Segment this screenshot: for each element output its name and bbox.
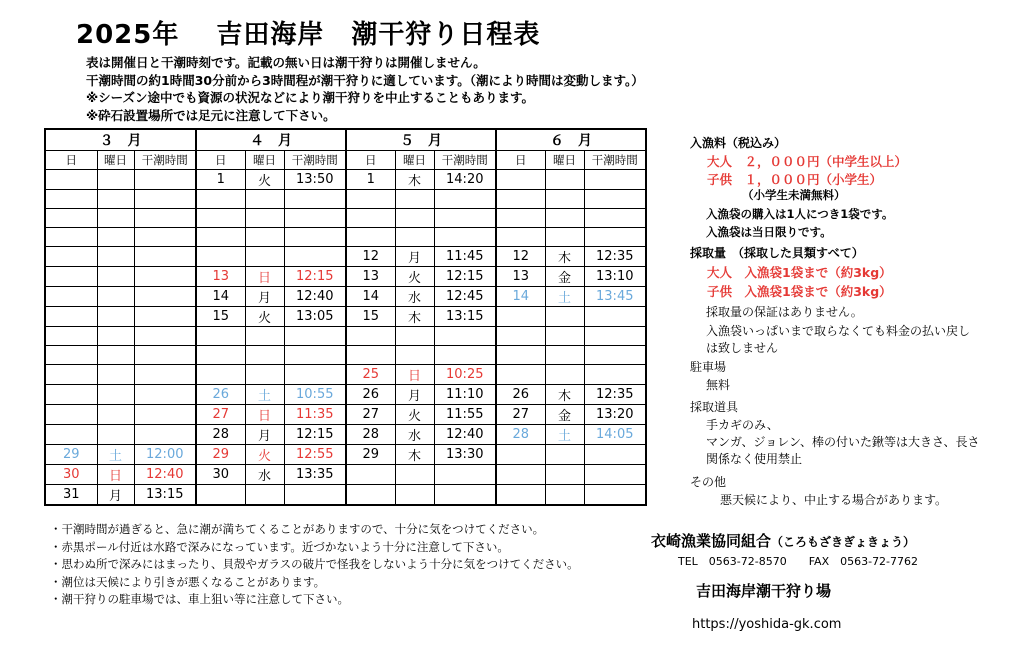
low-tide-cell: 13:45 xyxy=(584,287,646,307)
tools-title: 採取道具 xyxy=(690,400,739,414)
weekday-cell xyxy=(245,190,284,209)
table-row xyxy=(45,365,646,385)
low-tide-cell xyxy=(284,346,346,365)
schedule-body xyxy=(45,170,646,506)
weekday-cell: 月 xyxy=(395,247,434,267)
catch-note: 採取量の保証はありません。 xyxy=(706,305,863,319)
day-cell: 15 xyxy=(196,307,245,327)
low-tide-cell xyxy=(284,327,346,346)
organization xyxy=(651,530,915,551)
column-header: 曜日 xyxy=(395,151,434,170)
other-title: その他 xyxy=(690,475,727,489)
weekday-cell: 木 xyxy=(395,445,434,465)
low-tide-cell xyxy=(584,307,646,327)
weekday-cell: 日 xyxy=(245,405,284,425)
day-cell xyxy=(196,247,245,267)
weekday-cell: 火 xyxy=(245,307,284,327)
low-tide-cell: 12:00 xyxy=(134,445,196,465)
table-row xyxy=(45,170,646,190)
website-link[interactable]: https://yoshida-gk.com xyxy=(692,617,842,632)
table-row xyxy=(45,287,646,307)
low-tide-cell xyxy=(134,267,196,287)
low-tide-cell xyxy=(134,346,196,365)
table-row xyxy=(45,190,646,209)
day-cell xyxy=(496,170,545,190)
weekday-cell: 月 xyxy=(97,485,134,506)
day-cell xyxy=(496,327,545,346)
day-cell xyxy=(346,465,395,485)
caution-line: ・潮位は天候により引きが悪くなることがあります。 xyxy=(50,574,326,589)
low-tide-cell xyxy=(134,365,196,385)
tools-line: 手カギのみ、 xyxy=(706,418,779,432)
day-cell: 27 xyxy=(346,405,395,425)
catch-note: 入漁袋いっぱいまで取らなくても料金の払い戻し xyxy=(706,324,971,338)
weekday-cell xyxy=(245,346,284,365)
day-cell xyxy=(45,365,97,385)
column-header: 日 xyxy=(196,151,245,170)
weekday-cell xyxy=(97,209,134,228)
day-cell: 29 xyxy=(196,445,245,465)
day-cell: 1 xyxy=(196,170,245,190)
day-cell xyxy=(45,170,97,190)
low-tide-cell: 11:35 xyxy=(284,405,346,425)
day-cell: 28 xyxy=(196,425,245,445)
low-tide-cell: 13:50 xyxy=(284,170,346,190)
page-title: 2025年 吉田海岸 潮干狩り日程表 xyxy=(76,20,541,50)
day-cell xyxy=(196,346,245,365)
weekday-cell xyxy=(97,385,134,405)
weekday-cell: 火 xyxy=(245,170,284,190)
low-tide-cell xyxy=(584,365,646,385)
column-header: 干潮時間 xyxy=(584,151,646,170)
low-tide-cell: 13:15 xyxy=(434,307,496,327)
table-row xyxy=(45,247,646,267)
table-row xyxy=(45,405,646,425)
weekday-cell: 月 xyxy=(245,425,284,445)
table-row xyxy=(45,485,646,506)
day-cell xyxy=(45,327,97,346)
weekday-cell: 木 xyxy=(545,385,584,405)
weekday-cell xyxy=(395,485,434,506)
day-cell xyxy=(496,190,545,209)
day-cell xyxy=(45,247,97,267)
catch-child: 子供 入漁袋1袋まで（約3kg） xyxy=(707,284,892,299)
column-header-row xyxy=(45,151,646,170)
day-cell xyxy=(346,209,395,228)
column-header: 曜日 xyxy=(245,151,284,170)
low-tide-cell: 13:20 xyxy=(584,405,646,425)
note-line: ※シーズン途中でも資源の状況などにより潮干狩りを中止することもあります。 xyxy=(86,90,535,105)
day-cell xyxy=(45,405,97,425)
day-cell: 26 xyxy=(346,385,395,405)
weekday-cell xyxy=(97,170,134,190)
weekday-cell: 火 xyxy=(245,445,284,465)
org-kana: （ころもざきぎょきょう） xyxy=(771,535,916,549)
catch-title: 採取量 （採取した貝類すべて） xyxy=(690,246,864,260)
low-tide-cell: 12:15 xyxy=(434,267,496,287)
low-tide-cell: 13:05 xyxy=(284,307,346,327)
weekday-cell xyxy=(97,287,134,307)
day-cell xyxy=(45,228,97,247)
weekday-cell xyxy=(245,209,284,228)
day-cell: 30 xyxy=(45,465,97,485)
day-cell: 13 xyxy=(496,267,545,287)
table-row xyxy=(45,228,646,247)
weekday-cell: 火 xyxy=(395,405,434,425)
weekday-cell xyxy=(545,307,584,327)
weekday-cell: 金 xyxy=(545,405,584,425)
weekday-cell: 水 xyxy=(245,465,284,485)
weekday-cell xyxy=(97,327,134,346)
note-line: ※砕石設置場所では足元に注意して下さい。 xyxy=(86,107,336,123)
low-tide-cell xyxy=(134,385,196,405)
day-cell: 13 xyxy=(346,267,395,287)
weekday-cell: 日 xyxy=(97,465,134,485)
weekday-cell xyxy=(545,485,584,506)
day-cell: 29 xyxy=(45,445,97,465)
day-cell xyxy=(45,209,97,228)
weekday-cell xyxy=(545,327,584,346)
weekday-cell: 水 xyxy=(395,425,434,445)
low-tide-cell xyxy=(584,327,646,346)
day-cell xyxy=(346,485,395,506)
day-cell: 1 xyxy=(346,170,395,190)
low-tide-cell xyxy=(134,287,196,307)
day-cell: 27 xyxy=(496,405,545,425)
day-cell: 28 xyxy=(496,425,545,445)
table-row xyxy=(45,445,646,465)
weekday-cell xyxy=(395,346,434,365)
low-tide-cell: 12:45 xyxy=(434,287,496,307)
low-tide-cell: 12:40 xyxy=(284,287,346,307)
tools-line: 関係なく使用禁止 xyxy=(706,452,803,466)
day-cell: 12 xyxy=(346,247,395,267)
weekday-cell: 木 xyxy=(395,307,434,327)
low-tide-cell xyxy=(284,365,346,385)
low-tide-cell xyxy=(434,190,496,209)
weekday-cell xyxy=(245,485,284,506)
low-tide-cell: 13:10 xyxy=(584,267,646,287)
weekday-cell xyxy=(97,307,134,327)
low-tide-cell xyxy=(284,190,346,209)
weekday-cell: 土 xyxy=(245,385,284,405)
low-tide-cell: 11:55 xyxy=(434,405,496,425)
day-cell: 28 xyxy=(346,425,395,445)
low-tide-cell xyxy=(284,228,346,247)
day-cell: 12 xyxy=(496,247,545,267)
weekday-cell xyxy=(97,346,134,365)
day-cell xyxy=(346,190,395,209)
weekday-cell: 火 xyxy=(395,267,434,287)
weekday-cell xyxy=(545,445,584,465)
day-cell xyxy=(346,228,395,247)
low-tide-cell xyxy=(134,307,196,327)
low-tide-cell xyxy=(434,209,496,228)
low-tide-cell xyxy=(584,445,646,465)
low-tide-cell xyxy=(434,327,496,346)
low-tide-cell xyxy=(434,465,496,485)
low-tide-cell xyxy=(284,247,346,267)
low-tide-cell: 11:10 xyxy=(434,385,496,405)
weekday-cell: 水 xyxy=(395,287,434,307)
day-cell: 29 xyxy=(346,445,395,465)
weekday-cell xyxy=(97,425,134,445)
low-tide-cell xyxy=(434,485,496,506)
weekday-cell xyxy=(97,405,134,425)
weekday-cell xyxy=(545,228,584,247)
weekday-cell xyxy=(97,267,134,287)
org-name: 衣崎漁業協同組合 xyxy=(651,532,772,550)
day-cell: 27 xyxy=(196,405,245,425)
weekday-cell xyxy=(545,190,584,209)
weekday-cell: 土 xyxy=(97,445,134,465)
day-cell xyxy=(496,209,545,228)
table-row xyxy=(45,209,646,228)
fee-title: 入漁料（税込み） xyxy=(690,136,787,150)
weekday-cell xyxy=(97,190,134,209)
low-tide-cell: 10:55 xyxy=(284,385,346,405)
table-row xyxy=(45,425,646,445)
day-cell xyxy=(45,307,97,327)
weekday-cell xyxy=(395,228,434,247)
low-tide-cell xyxy=(284,209,346,228)
low-tide-cell: 10:25 xyxy=(434,365,496,385)
low-tide-cell xyxy=(134,327,196,346)
day-cell: 14 xyxy=(346,287,395,307)
day-cell xyxy=(496,445,545,465)
notes-top xyxy=(86,54,644,124)
caution-line: ・赤黒ポール付近は水路で深みになっています。近づかないよう十分に注意して下さい。 xyxy=(50,539,509,554)
weekday-cell xyxy=(97,365,134,385)
table-row xyxy=(45,327,646,346)
bag-note: 入漁袋は当日限りです。 xyxy=(706,225,832,239)
month-header: ３ 月 xyxy=(45,129,196,151)
month-header: ６ 月 xyxy=(496,129,646,151)
weekday-cell xyxy=(545,365,584,385)
table-row xyxy=(45,385,646,405)
venue-name: 吉田海岸潮干狩り場 xyxy=(696,582,832,600)
caution-line: ・干潮時間が過ぎると、急に潮が満ちてくることがありますので、十分に気をつけてください。 xyxy=(50,522,545,536)
low-tide-cell xyxy=(584,346,646,365)
table-row xyxy=(45,267,646,287)
weekday-cell: 木 xyxy=(395,170,434,190)
low-tide-cell xyxy=(434,346,496,365)
weekday-cell: 月 xyxy=(245,287,284,307)
low-tide-cell: 12:55 xyxy=(284,445,346,465)
day-cell xyxy=(196,327,245,346)
column-header: 日 xyxy=(496,151,545,170)
day-cell: 26 xyxy=(496,385,545,405)
notes-bottom xyxy=(50,521,579,609)
day-cell xyxy=(45,385,97,405)
weekday-cell xyxy=(245,228,284,247)
day-cell: 14 xyxy=(196,287,245,307)
weekday-cell: 日 xyxy=(395,365,434,385)
low-tide-cell xyxy=(584,485,646,506)
day-cell xyxy=(496,307,545,327)
weekday-cell: 金 xyxy=(545,267,584,287)
low-tide-cell xyxy=(584,190,646,209)
table-row xyxy=(45,307,646,327)
low-tide-cell: 12:15 xyxy=(284,425,346,445)
fee-child: 子供 １，０００円（小学生） xyxy=(707,172,883,187)
weekday-cell xyxy=(545,346,584,365)
low-tide-cell: 12:15 xyxy=(284,267,346,287)
day-cell: 15 xyxy=(346,307,395,327)
weekday-cell: 土 xyxy=(545,425,584,445)
caution-line: ・思わぬ所で深みにはまったり、貝殻やガラスの破片で怪我をしないよう十分に気をつけてください。 xyxy=(50,557,579,571)
day-cell xyxy=(45,346,97,365)
low-tide-cell xyxy=(584,170,646,190)
other-line: 悪天候により、中止する場合があります。 xyxy=(720,493,948,507)
low-tide-cell: 12:35 xyxy=(584,385,646,405)
weekday-cell xyxy=(245,247,284,267)
low-tide-cell xyxy=(134,228,196,247)
weekday-cell xyxy=(545,209,584,228)
low-tide-cell: 12:40 xyxy=(434,425,496,445)
column-header: 曜日 xyxy=(545,151,584,170)
month-row xyxy=(45,129,646,151)
day-cell xyxy=(496,365,545,385)
day-cell xyxy=(45,425,97,445)
day-cell xyxy=(45,190,97,209)
parking-value: 無料 xyxy=(706,378,731,392)
day-cell: 30 xyxy=(196,465,245,485)
weekday-cell xyxy=(395,465,434,485)
column-header: 曜日 xyxy=(97,151,134,170)
weekday-cell xyxy=(395,190,434,209)
column-header: 日 xyxy=(346,151,395,170)
low-tide-cell: 12:40 xyxy=(134,465,196,485)
contact-tel-fax: TEL 0563-72-8570 FAX 0563-72-7762 xyxy=(678,555,919,568)
weekday-cell: 月 xyxy=(395,385,434,405)
weekday-cell xyxy=(97,228,134,247)
low-tide-cell: 11:45 xyxy=(434,247,496,267)
day-cell xyxy=(496,485,545,506)
column-header: 干潮時間 xyxy=(434,151,496,170)
day-cell: 25 xyxy=(346,365,395,385)
note-line: 干潮時間の約1時間30分前から3時間程が潮干狩りに適しています。（潮により時間は変動します。） xyxy=(86,72,644,88)
low-tide-cell: 13:30 xyxy=(434,445,496,465)
low-tide-cell xyxy=(584,209,646,228)
caution-line: ・潮干狩りの駐車場では、車上狙い等に注意して下さい。 xyxy=(50,592,349,606)
bag-note: 入漁袋の購入は1人につき1袋です。 xyxy=(706,207,894,221)
low-tide-cell xyxy=(584,465,646,485)
day-cell: 13 xyxy=(196,267,245,287)
catch-note: は致しません xyxy=(706,341,779,355)
low-tide-cell xyxy=(134,425,196,445)
day-cell xyxy=(496,465,545,485)
column-header: 干潮時間 xyxy=(134,151,196,170)
note-line: 表は開催日と干潮時刻です。記載の無い日は潮干狩りは開催しません。 xyxy=(86,55,486,70)
weekday-cell xyxy=(395,327,434,346)
day-cell xyxy=(346,346,395,365)
catch-adult: 大人 入漁袋1袋まで（約3kg） xyxy=(707,265,892,280)
day-cell xyxy=(196,209,245,228)
table-row xyxy=(45,465,646,485)
day-cell: 14 xyxy=(496,287,545,307)
low-tide-cell xyxy=(584,228,646,247)
tools-line: マンガ、ジョレン、棒の付いた鍬等は大きさ、長さ xyxy=(706,435,980,449)
low-tide-cell: 13:35 xyxy=(284,465,346,485)
low-tide-cell xyxy=(434,228,496,247)
weekday-cell xyxy=(97,247,134,267)
day-cell xyxy=(45,267,97,287)
low-tide-cell xyxy=(134,209,196,228)
month-header: ４ 月 xyxy=(196,129,346,151)
day-cell xyxy=(196,190,245,209)
day-cell xyxy=(496,228,545,247)
day-cell: 26 xyxy=(196,385,245,405)
day-cell xyxy=(496,346,545,365)
day-cell xyxy=(196,228,245,247)
month-header: ５ 月 xyxy=(346,129,496,151)
low-tide-cell xyxy=(134,190,196,209)
day-cell xyxy=(45,287,97,307)
low-tide-cell xyxy=(134,405,196,425)
low-tide-cell xyxy=(134,170,196,190)
column-header: 日 xyxy=(45,151,97,170)
day-cell xyxy=(346,327,395,346)
table-row xyxy=(45,346,646,365)
day-cell xyxy=(196,485,245,506)
parking-title: 駐車場 xyxy=(690,360,727,374)
low-tide-cell xyxy=(134,247,196,267)
fee-free: （小学生未満無料） xyxy=(742,188,846,202)
schedule-table xyxy=(44,128,647,506)
weekday-cell: 土 xyxy=(545,287,584,307)
low-tide-cell: 13:15 xyxy=(134,485,196,506)
weekday-cell xyxy=(245,327,284,346)
fee-adult: 大人 ２，０００円（中学生以上） xyxy=(707,154,908,169)
column-header: 干潮時間 xyxy=(284,151,346,170)
weekday-cell xyxy=(545,465,584,485)
day-cell: 31 xyxy=(45,485,97,506)
weekday-cell: 日 xyxy=(245,267,284,287)
weekday-cell xyxy=(245,365,284,385)
weekday-cell xyxy=(395,209,434,228)
low-tide-cell: 12:35 xyxy=(584,247,646,267)
low-tide-cell: 14:05 xyxy=(584,425,646,445)
low-tide-cell: 14:20 xyxy=(434,170,496,190)
day-cell xyxy=(196,365,245,385)
weekday-cell: 木 xyxy=(545,247,584,267)
weekday-cell xyxy=(545,170,584,190)
low-tide-cell xyxy=(284,485,346,506)
